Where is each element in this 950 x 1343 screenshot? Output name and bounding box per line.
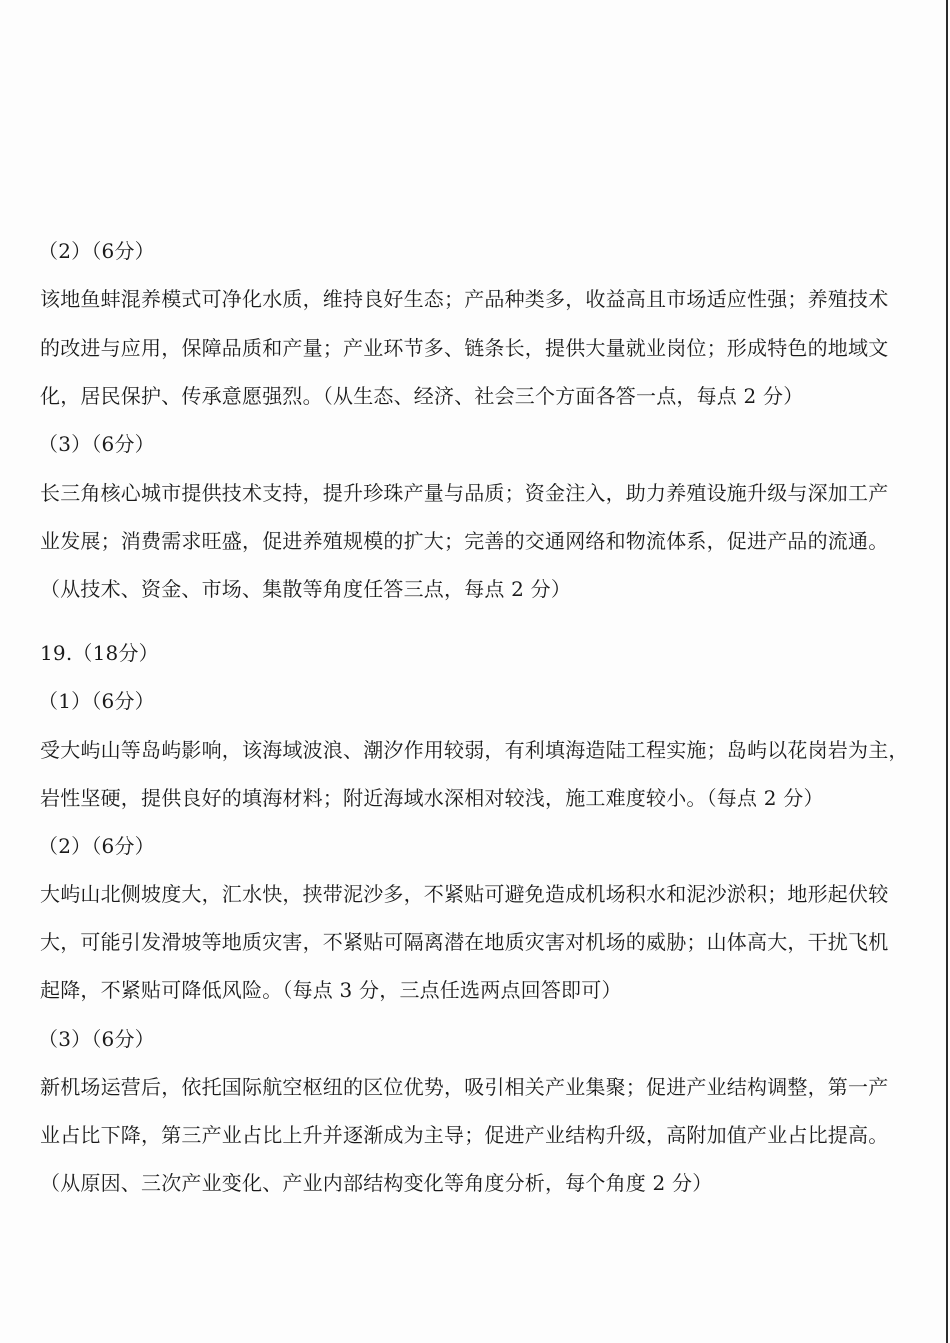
q19-1-heading: （1）（6分） <box>38 689 155 713</box>
q18-3-line-1: 长三角核心城市提供技术支持，提升珍珠产量与品质；资金注入，助力养殖设施升级与深加工产 <box>40 481 889 505</box>
q19-2-line-3: 起降，不紧贴可降低风险。（每点 3 分，三点任选两点回答即可） <box>40 978 622 1002</box>
q18-3-line-3: （从技术、资金、市场、集散等角度任答三点，每点 2 分） <box>40 577 572 601</box>
q18-2-line-1: 该地鱼蚌混养模式可净化水质，维持良好生态；产品种类多，收益高且市场适应性强；养殖技术 <box>40 287 889 311</box>
q19-3-line-2: 业占比下降，第三产业占比上升并逐渐成为主导；促进产业结构升级，高附加值产业占比提高。 <box>40 1123 889 1147</box>
q19-heading: 19.（18分） <box>40 641 159 665</box>
q19-1-line-1: 受大屿山等岛屿影响，该海域波浪、潮汐作用较弱，有利填海造陆工程实施；岛屿以花岗岩为主， <box>40 738 909 762</box>
q18-2-line-2: 的改进与应用，保障品质和产量；产业环节多、链条长，提供大量就业岗位；形成特色的地域文 <box>40 336 889 360</box>
q18-3-line-2: 业发展；消费需求旺盛，促进养殖规模的扩大；完善的交通网络和物流体系，促进产品的流通。 <box>40 529 889 553</box>
q19-3-heading: （3）（6分） <box>38 1027 155 1051</box>
scan-edge-line <box>946 0 948 1343</box>
q19-3-line-1: 新机场运营后，依托国际航空枢纽的区位优势，吸引相关产业集聚；促进产业结构调整，第一产 <box>40 1075 889 1099</box>
q19-2-line-2: 大，可能引发滑坡等地质灾害，不紧贴可隔离潜在地质灾害对机场的威胁；山体高大，干扰飞机 <box>40 930 889 954</box>
q19-3-line-3: （从原因、三次产业变化、产业内部结构变化等角度分析，每个角度 2 分） <box>40 1171 713 1195</box>
q19-2-heading: （2）（6分） <box>38 834 155 858</box>
q19-2-line-1: 大屿山北侧坡度大，汇水快，挟带泥沙多，不紧贴可避免造成机场积水和泥沙淤积；地形起伏较 <box>40 882 889 906</box>
q18-3-heading: （3）（6分） <box>38 432 155 456</box>
q18-2-heading: （2）（6分） <box>38 239 155 263</box>
q19-1-line-2: 岩性坚硬，提供良好的填海材料；附近海域水深相对较浅，施工难度较小。（每点 2 分） <box>40 786 824 810</box>
q18-2-line-3: 化，居民保护、传承意愿强烈。（从生态、经济、社会三个方面各答一点，每点 2 分） <box>40 384 804 408</box>
